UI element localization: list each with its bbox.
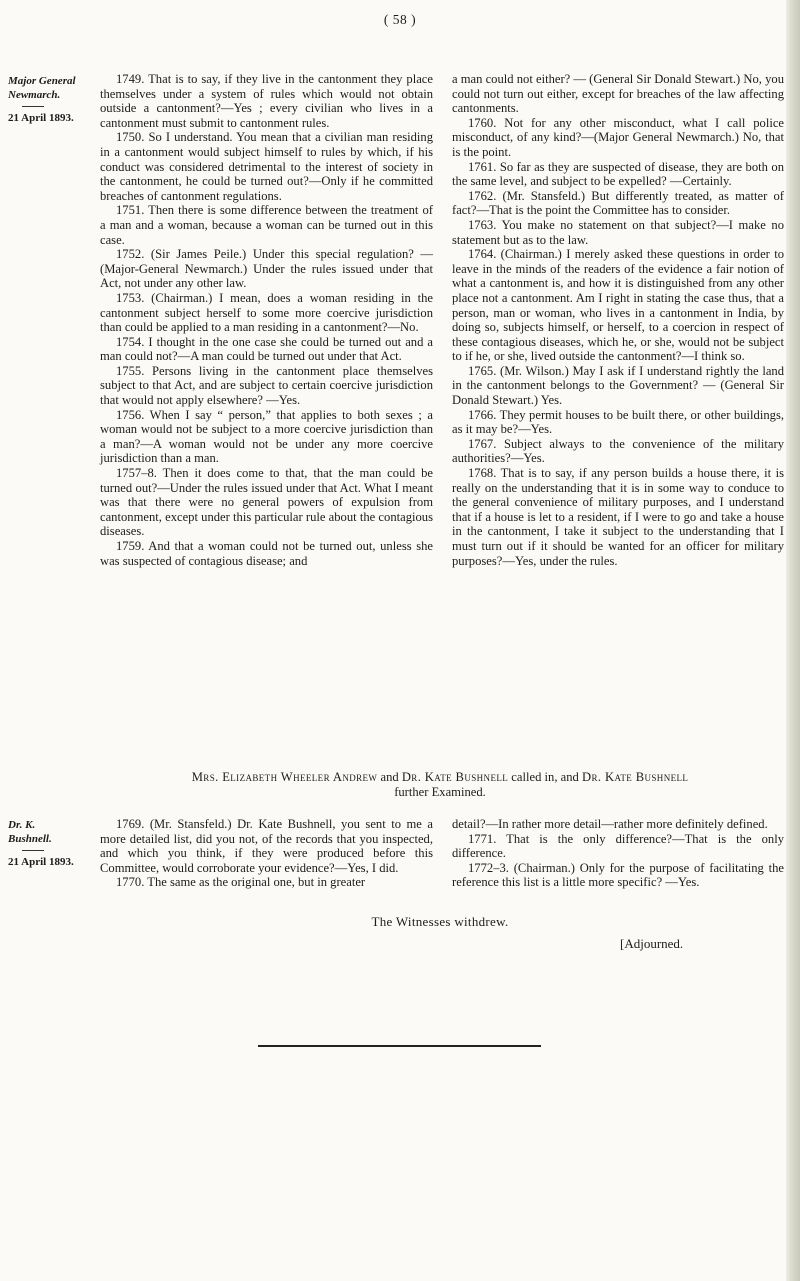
page-number: ( 58 )	[383, 12, 417, 27]
left-column-2	[100, 817, 433, 890]
paragraph: 1768. That is to say, if any person builds a house there, it is really on the understanding that it is in some way to conduce to the general convenience of military purposes, and I understand that if a house is let to a resident, if I were to go and take a house in the cantonment, I take it subject to the understanding that I must turn out if it should be wanted for an officer for military purposes?—Yes, under the rules.	[452, 466, 784, 568]
paragraph: 1759. And that a woman could not be turned out, unless she was suspected of contagious disease; and	[100, 539, 433, 568]
paragraph: 1754. I thought in the one case she could be turned out and a man could not?—A man could be turned out under that Act.	[100, 334, 433, 364]
paragraph: 1749. That is to say, if they live in the cantonment they place themselves under a system of rules which would not obtain outside a cantonment?—Yes ; every civilian who lives in a cantonment must submit to cantonment rules.	[100, 72, 433, 130]
adjourned-note: [Adjourned.	[620, 936, 684, 951]
margin-rule	[22, 850, 44, 851]
paragraph: 1765. (Mr. Wilson.) May I ask if I understand rightly the land in the cantonment belongs to the Government? — (General Sir Donald Stewart.) Yes.	[452, 363, 784, 408]
margin-name-2: Bushnell.	[8, 833, 52, 845]
paragraph: 1757–8. Then it does come to that, that the man could be turned out?—Under the rules issued under that Act. What I meant was that there were no general powers of expulsion from cantonment, except under this particular rule about the contagious diseases.	[100, 466, 433, 539]
witnesses-withdrew: The Witnesses withdrew.	[371, 914, 509, 929]
right-column	[452, 72, 784, 568]
paragraph: 1770. The same as the original one, but in greater	[116, 875, 366, 890]
heading-text: called in, and	[508, 770, 582, 784]
paragraph: detail?—In rather more detail—rather more definitely defined.	[452, 817, 768, 831]
left-column	[100, 72, 433, 568]
page-edge-shadow	[786, 0, 800, 1281]
margin-note-top	[8, 74, 88, 125]
paragraph: 1766. They permit houses to be built there, or other buildings, as it may be?—Yes.	[452, 407, 784, 437]
margin-name-1: Dr. K.	[8, 819, 36, 831]
paragraph: 1756. When I say “ person,” that applies to both sexes ; a woman would not be subject to a more coercive jurisdiction than a man?—A woman would not be under any more coercive jurisdiction than a man.	[100, 407, 433, 466]
margin-date: 21 April 1893.	[8, 856, 74, 868]
paragraph: 1753. (Chairman.) I mean, does a woman residing in the cantonment subject herself to some more coercive jurisdiction than could be applied to a man residing in a cantonment?—No.	[100, 290, 433, 335]
paragraph: 1769. (Mr. Stansfeld.) Dr. Kate Bushnell, you sent to me a more detailed list, did you not, of the records that you inspected, and which you think, if they were produced before this Committee, would corroborate your evidence?—Yes, I did.	[100, 817, 433, 875]
margin-name-2: Newmarch.	[8, 89, 61, 101]
margin-rule	[22, 106, 44, 107]
margin-date: 21 April 1893.	[8, 112, 74, 124]
witness-name: Mrs. Elizabeth Wheeler Andrew	[191, 770, 378, 784]
paragraph: a man could not either? — (General Sir Donald Stewart.) No, you could not turn out either, except for breaches of the law affecting cantonments.	[452, 72, 784, 116]
paragraph: 1750. So I understand. You mean that a civilian man residing in a cantonment would subject himself to rules by which, if his conduct was considered detrimental to the interest of society in the cantonment, he could be turned out?—Only if he committed breaches of cantonment regulations.	[100, 130, 433, 203]
paragraph: 1771. That is the only difference?—That is the only difference.	[452, 831, 784, 861]
heading-text: further Examined.	[394, 785, 486, 799]
paragraph: 1763. You make no statement on that subject?—I make no statement but as to the law.	[452, 217, 784, 247]
divider-rule	[258, 1045, 541, 1047]
witness-name: Dr. Kate Bushnell	[401, 770, 509, 784]
paragraph: 1761. So far as they are suspected of disease, they are both on the same level, and subject to be expelled? —Certainly.	[452, 159, 784, 189]
margin-note-bottom	[8, 818, 88, 869]
paragraph: 1751. Then there is some difference between the treatment of a man and a woman, because a woman can be turned out in this case.	[100, 203, 433, 247]
paragraph: 1762. (Mr. Stansfeld.) But differently treated, as matter of fact?—That is the point the Committee has to consider.	[452, 188, 784, 218]
witness-name: Dr. Kate Bushnell	[581, 770, 689, 784]
paragraph: 1764. (Chairman.) I merely asked these questions in order to leave in the minds of the readers of the evidence a fair notion of what a cantonment is, and how it is distinguished from any other place not a cantonment. Am I right in stating the case thus, that a person, man or woman, who lives in a cantonment in India, by doing so, subjects himself, or herself, to a coercion in respect of these contagious diseases, which he, or she, would not be subject to if he, or she, lived outside the cantonment?—I think so.	[452, 247, 784, 364]
paragraph: 1755. Persons living in the cantonment place themselves subject to that Act, and are subject to certain coercive jurisdiction that would not apply elsewhere? —Yes.	[100, 363, 433, 408]
margin-name-1: Major General	[8, 75, 76, 87]
paragraph: 1760. Not for any other misconduct, what I call police misconduct, of any kind?—(Major General Newmarch.) No, that is the point.	[452, 115, 784, 159]
paragraph: 1767. Subject always to the convenience of the military authorities?—Yes.	[452, 436, 784, 466]
paragraph: 1772–3. (Chairman.) Only for the purpose of facilitating the reference this list is a little more specific? —Yes.	[452, 860, 784, 890]
right-column-2	[452, 817, 784, 890]
witness-heading	[100, 770, 780, 800]
heading-text: and	[377, 770, 402, 784]
paragraph: 1752. (Sir James Peile.) Under this special regulation? — (Major-General Newmarch.) Under the rules issued under that Act, not under any other law.	[100, 247, 433, 291]
